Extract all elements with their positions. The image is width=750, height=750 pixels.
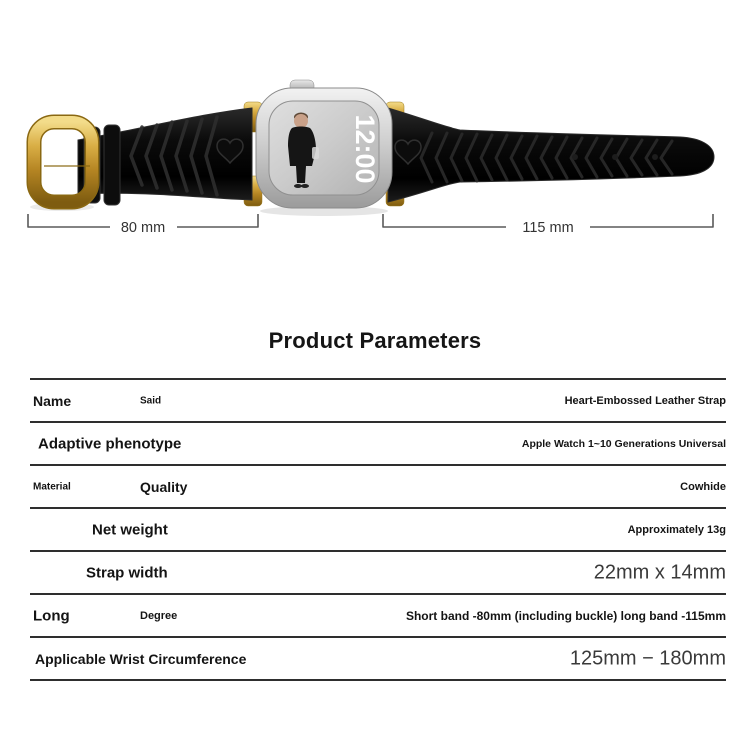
row-label: Name (33, 392, 72, 409)
table-row-wrist-circumference (30, 638, 726, 681)
table-row-name (30, 380, 726, 423)
short-strap (78, 108, 252, 205)
row-label: Material (33, 481, 71, 492)
page-title: Product Parameters (268, 328, 482, 353)
table-row-material (30, 466, 726, 509)
product-photo (0, 0, 750, 260)
table-row-length (30, 595, 726, 638)
row-sublabel: Degree (140, 609, 178, 622)
watch-time: 12:00 (350, 114, 380, 184)
row-label: Net weight (92, 521, 168, 538)
row-sublabel: Said (140, 395, 162, 406)
strap-hole (612, 154, 618, 160)
table-row-strap-width (30, 552, 726, 595)
strap-hole (572, 154, 578, 160)
row-label: Strap width (86, 564, 168, 581)
strap-keeper (104, 125, 120, 205)
row-value: 22mm x 14mm (593, 561, 726, 583)
buckle (34, 122, 92, 202)
table-row-net-weight (30, 509, 726, 552)
parameters-table (30, 378, 726, 681)
long-strap (388, 108, 714, 202)
row-label: Adaptive phenotype (38, 435, 182, 452)
row-sublabel: Quality (140, 478, 188, 495)
watch-body (256, 80, 392, 208)
strap-hole (652, 154, 658, 160)
measurement-115mm-label: 115 mm (522, 220, 574, 236)
watch-graphic (0, 0, 750, 260)
row-label: Applicable Wrist Circumference (35, 650, 247, 667)
row-value: 125mm − 180mm (569, 647, 726, 669)
measurement-80mm-label: 80 mm (120, 220, 166, 236)
row-value: Heart-Embossed Leather Strap (564, 394, 726, 407)
row-value: Short band -80mm (including buckle) long band -115mm (405, 608, 726, 623)
row-value: Approximately 13g (627, 523, 726, 536)
row-label: Long (33, 607, 70, 624)
table-row-adaptive-phenotype (30, 423, 726, 466)
row-value: Cowhide (680, 480, 726, 493)
row-value: Apple Watch 1~10 Generations Universal (521, 437, 726, 450)
